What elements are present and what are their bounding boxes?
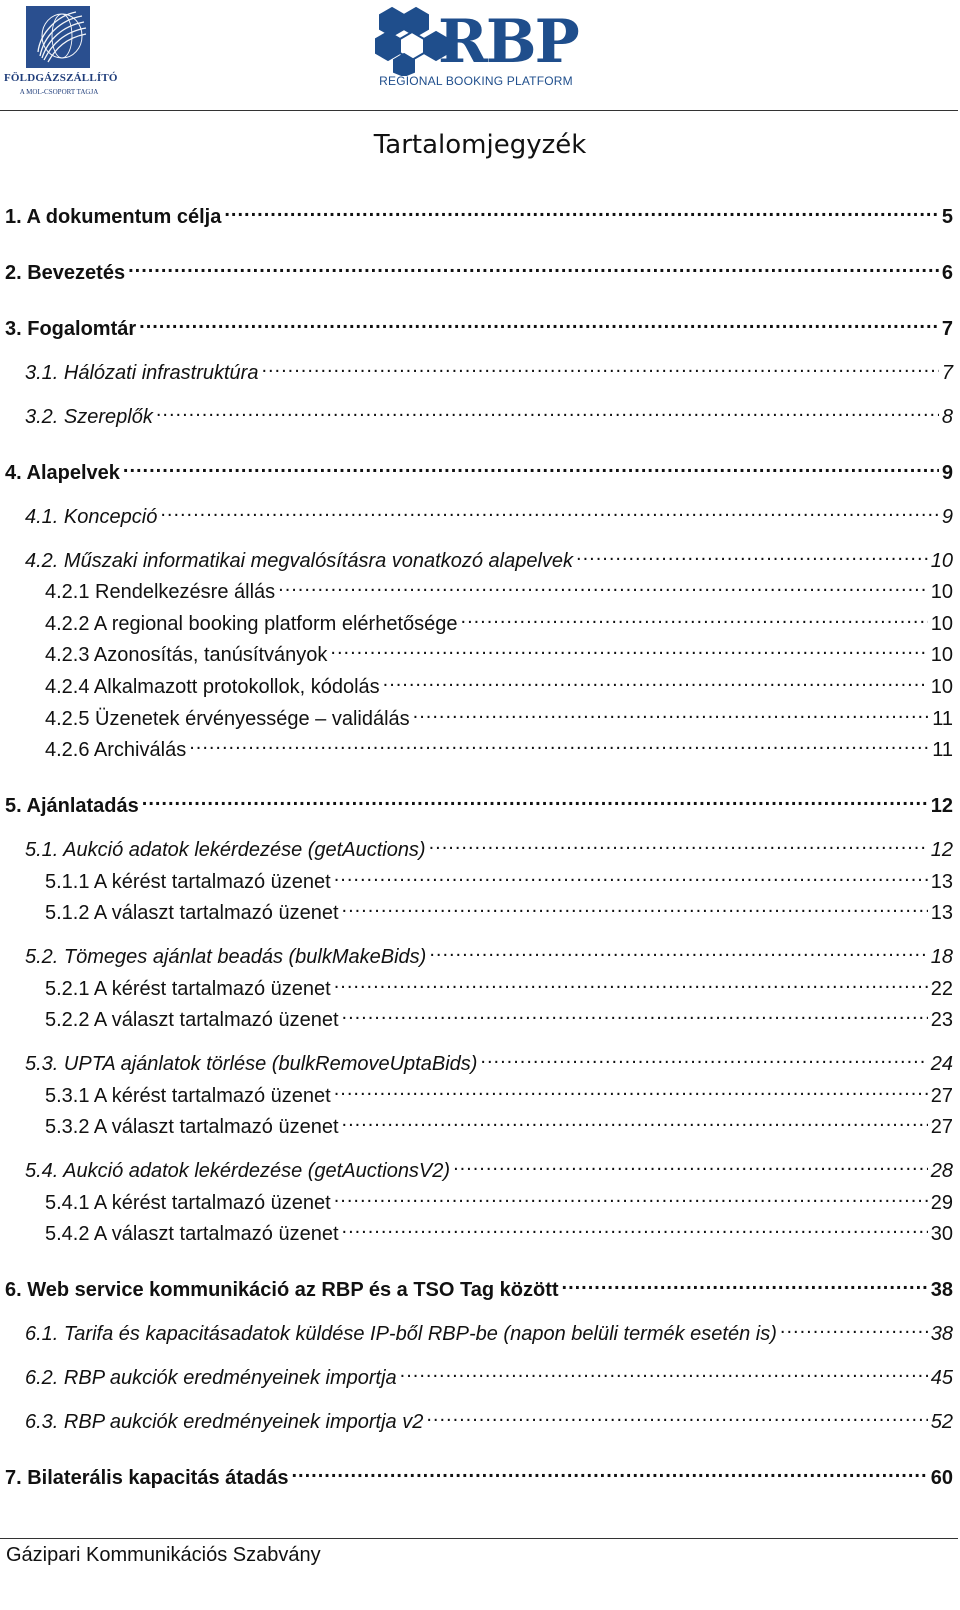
toc-entry-page: 28	[930, 1160, 953, 1182]
toc-entry-page: 10	[930, 613, 953, 635]
toc-dot-leader	[330, 635, 927, 661]
toc-dot-leader	[429, 937, 927, 963]
toc-entry-page: 27	[930, 1116, 953, 1138]
toc-entry-title: 4. Alapelvek	[5, 462, 120, 484]
toc-entry[interactable]	[25, 1402, 953, 1433]
toc-entry-page: 38	[930, 1279, 953, 1301]
toc-dot-leader	[576, 541, 928, 567]
toc-dot-leader	[383, 667, 928, 693]
toc-entry-title: 3. Fogalomtár	[5, 318, 137, 340]
toc-entry-page: 22	[930, 978, 953, 1000]
toc-entry[interactable]	[5, 253, 953, 284]
toc-entry-page: 13	[930, 871, 953, 893]
toc-entry[interactable]	[25, 1151, 953, 1182]
toc-entry[interactable]	[45, 604, 953, 635]
toc-entry-title: 4.2.6 Archiválás	[45, 739, 187, 761]
toc-entry-title: 2. Bevezetés	[5, 262, 126, 284]
toc-entry-page: 10	[930, 676, 953, 698]
toc-entry-page: 18	[930, 946, 953, 968]
toc-entry-page: 7	[941, 362, 953, 384]
toc-entry-title: 4.2.1 Rendelkezésre állás	[45, 581, 276, 603]
toc-entry[interactable]	[25, 937, 953, 968]
toc-entry-page: 60	[930, 1467, 953, 1489]
toc-entry-title: 4.2.3 Azonosítás, tanúsítványok	[45, 644, 328, 666]
toc-entry[interactable]	[45, 635, 953, 666]
toc-entry-title: 4.2. Műszaki informatikai megvalósításra vonatkozó alapelvek	[25, 550, 574, 572]
toc-entry-title: 5.1. Aukció adatok lekérdezése (getAuctions)	[25, 839, 426, 861]
toc-entry[interactable]	[45, 667, 953, 698]
page-header	[0, 0, 960, 110]
toc-entry-title: 5.4. Aukció adatok lekérdezése (getAuctionsV2)	[25, 1160, 451, 1182]
toc-entry-title: 5.2.2 A választ tartalmazó üzenet	[45, 1009, 339, 1031]
toc-dot-leader	[780, 1314, 928, 1340]
toc-entry[interactable]	[45, 893, 953, 924]
rbp-tagline: REGIONAL BOOKING PLATFORM	[379, 74, 573, 88]
toc-entry-title: 4.2.4 Alkalmazott protokollok, kódolás	[45, 676, 380, 698]
toc-entry-title: 6.2. RBP aukciók eredményeinek importja	[25, 1367, 397, 1389]
toc-entry[interactable]	[5, 197, 953, 228]
toc-entry-title: 4.1. Koncepció	[25, 506, 158, 528]
toc-entry[interactable]	[25, 1314, 953, 1345]
toc-entry-page: 27	[930, 1085, 953, 1107]
toc-dot-leader	[189, 730, 929, 756]
toc-entry[interactable]	[45, 1107, 953, 1138]
toc-entry-page: 10	[930, 644, 953, 666]
toc-dot-leader	[224, 197, 939, 223]
toc-entry-title: 5.1.1 A kérést tartalmazó üzenet	[45, 871, 331, 893]
toc-title: Tartalomjegyzék	[373, 130, 587, 160]
toc-dot-leader	[342, 1214, 928, 1240]
toc-entry[interactable]	[5, 1458, 953, 1489]
header-divider	[0, 110, 958, 111]
toc-dot-leader	[480, 1044, 927, 1070]
toc-entry[interactable]	[45, 862, 953, 893]
toc-entry[interactable]	[25, 497, 953, 528]
rbp-wordmark: RBP	[438, 7, 578, 77]
foldgazszallito-logo	[4, 6, 118, 100]
toc-dot-leader	[334, 862, 928, 888]
toc-entry-page: 38	[930, 1323, 953, 1345]
toc-dot-leader	[413, 699, 930, 725]
toc-entry-title: 3.1. Hálózati infrastruktúra	[25, 362, 259, 384]
toc-dot-leader	[156, 397, 939, 423]
toc-entry-page: 12	[930, 839, 953, 861]
toc-entry-title: 5.3.2 A választ tartalmazó üzenet	[45, 1116, 339, 1138]
toc-entry-page: 9	[941, 462, 953, 484]
toc-dot-leader	[453, 1151, 928, 1177]
toc-entry[interactable]	[45, 572, 953, 603]
toc-dot-leader	[142, 786, 928, 812]
toc-dot-leader	[123, 453, 939, 479]
toc-entry-page: 5	[941, 206, 953, 228]
toc-dot-leader	[342, 1107, 928, 1133]
toc-entry-title: 5.3.1 A kérést tartalmazó üzenet	[45, 1085, 331, 1107]
toc-dot-leader	[334, 1076, 928, 1102]
toc-dot-leader	[334, 969, 928, 995]
toc-dot-leader	[426, 1402, 927, 1428]
footer-text: Gázipari Kommunikációs Szabvány	[6, 1544, 321, 1566]
toc-entry-title: 5.2.1 A kérést tartalmazó üzenet	[45, 978, 331, 1000]
toc-entry-page: 8	[941, 406, 953, 428]
toc-dot-leader	[342, 893, 928, 919]
toc-entry[interactable]	[5, 1270, 953, 1301]
toc-entry-page: 12	[930, 795, 953, 817]
toc-entry-title: 4.2.5 Üzenetek érvényessége – validálás	[45, 708, 410, 730]
toc-entry-page: 11	[932, 708, 953, 730]
toc-dot-leader	[139, 309, 939, 335]
toc-entry[interactable]	[45, 969, 953, 1000]
toc-entry[interactable]	[45, 730, 953, 761]
toc-entry-page: 10	[930, 581, 953, 603]
toc-entry-title: 6.3. RBP aukciók eredményeinek importja v2	[25, 1411, 424, 1433]
toc-entry-page: 30	[930, 1223, 953, 1245]
globe-logo-icon	[26, 6, 90, 68]
toc-entry[interactable]	[45, 1214, 953, 1245]
rbp-logo	[374, 4, 584, 92]
toc-entry-title: 4.2.2 A regional booking platform elérhetősége	[45, 613, 458, 635]
toc-entry[interactable]	[5, 786, 953, 817]
toc-dot-leader	[334, 1183, 928, 1209]
toc-dot-leader	[160, 497, 939, 523]
toc-entry-page: 7	[941, 318, 953, 340]
toc-entry-title: 5.4.2 A választ tartalmazó üzenet	[45, 1223, 339, 1245]
toc-dot-leader	[429, 830, 928, 856]
toc-dot-leader	[400, 1358, 928, 1384]
toc-entry-title: 5.4.1 A kérést tartalmazó üzenet	[45, 1192, 331, 1214]
toc-entry[interactable]	[45, 699, 953, 730]
toc-dot-leader	[461, 604, 928, 630]
logo-tagline: A MOL-CSOPORT TAGJA	[19, 88, 99, 96]
hexagon-cluster-icon	[374, 6, 448, 76]
toc-entry-title: 1. A dokumentum célja	[5, 206, 222, 228]
toc-dot-leader	[261, 353, 938, 379]
toc-entry-page: 6	[941, 262, 953, 284]
toc-entry-title: 6.1. Tarifa és kapacitásadatok küldése IP-ből RBP-be (napon belüli termék esetén is)	[25, 1323, 777, 1345]
toc-entry-title: 7. Bilaterális kapacitás átadás	[5, 1467, 289, 1489]
toc-entry-page: 13	[930, 902, 953, 924]
toc-entry[interactable]	[25, 1358, 953, 1389]
toc-dot-leader	[562, 1270, 928, 1296]
toc-entry[interactable]	[5, 453, 953, 484]
toc-entry[interactable]	[45, 1076, 953, 1107]
toc-dot-leader	[292, 1458, 928, 1484]
toc-entry-page: 23	[930, 1009, 953, 1031]
toc-dot-leader	[278, 572, 928, 598]
toc-entry-title: 5.2. Tömeges ajánlat beadás (bulkMakeBids)	[25, 946, 427, 968]
toc-entry[interactable]	[25, 1044, 953, 1075]
toc-entry-page: 52	[930, 1411, 953, 1433]
toc-entry-title: 5.3. UPTA ajánlatok törlése (bulkRemoveUptaBids)	[25, 1053, 478, 1075]
toc-entry-title: 6. Web service kommunikáció az RBP és a TSO Tag között	[5, 1279, 559, 1301]
toc-entry-title: 3.2. Szereplők	[25, 406, 153, 428]
toc-entry[interactable]	[45, 1183, 953, 1214]
toc-entry-page: 45	[930, 1367, 953, 1389]
footer-divider	[0, 1538, 958, 1539]
toc-entry-title: 5.1.2 A választ tartalmazó üzenet	[45, 902, 339, 924]
toc-entry-page: 11	[932, 739, 953, 761]
logo-name: FÖLDGÁZSZÁLLÍTÓ	[4, 72, 118, 84]
toc-dot-leader	[128, 253, 939, 279]
toc-entry-page: 10	[930, 550, 953, 572]
toc-entry-page: 24	[930, 1053, 953, 1075]
toc-entry[interactable]	[5, 309, 953, 340]
toc-entry[interactable]	[25, 541, 953, 572]
toc-entry-page: 29	[930, 1192, 953, 1214]
toc-entry[interactable]	[25, 830, 953, 861]
toc-entry-page: 9	[941, 506, 953, 528]
toc-dot-leader	[342, 1000, 928, 1026]
toc-entry[interactable]	[25, 397, 953, 428]
toc-entry-title: 5. Ajánlatadás	[5, 795, 139, 817]
toc-entry[interactable]	[45, 1000, 953, 1031]
toc-entry[interactable]	[25, 353, 953, 384]
